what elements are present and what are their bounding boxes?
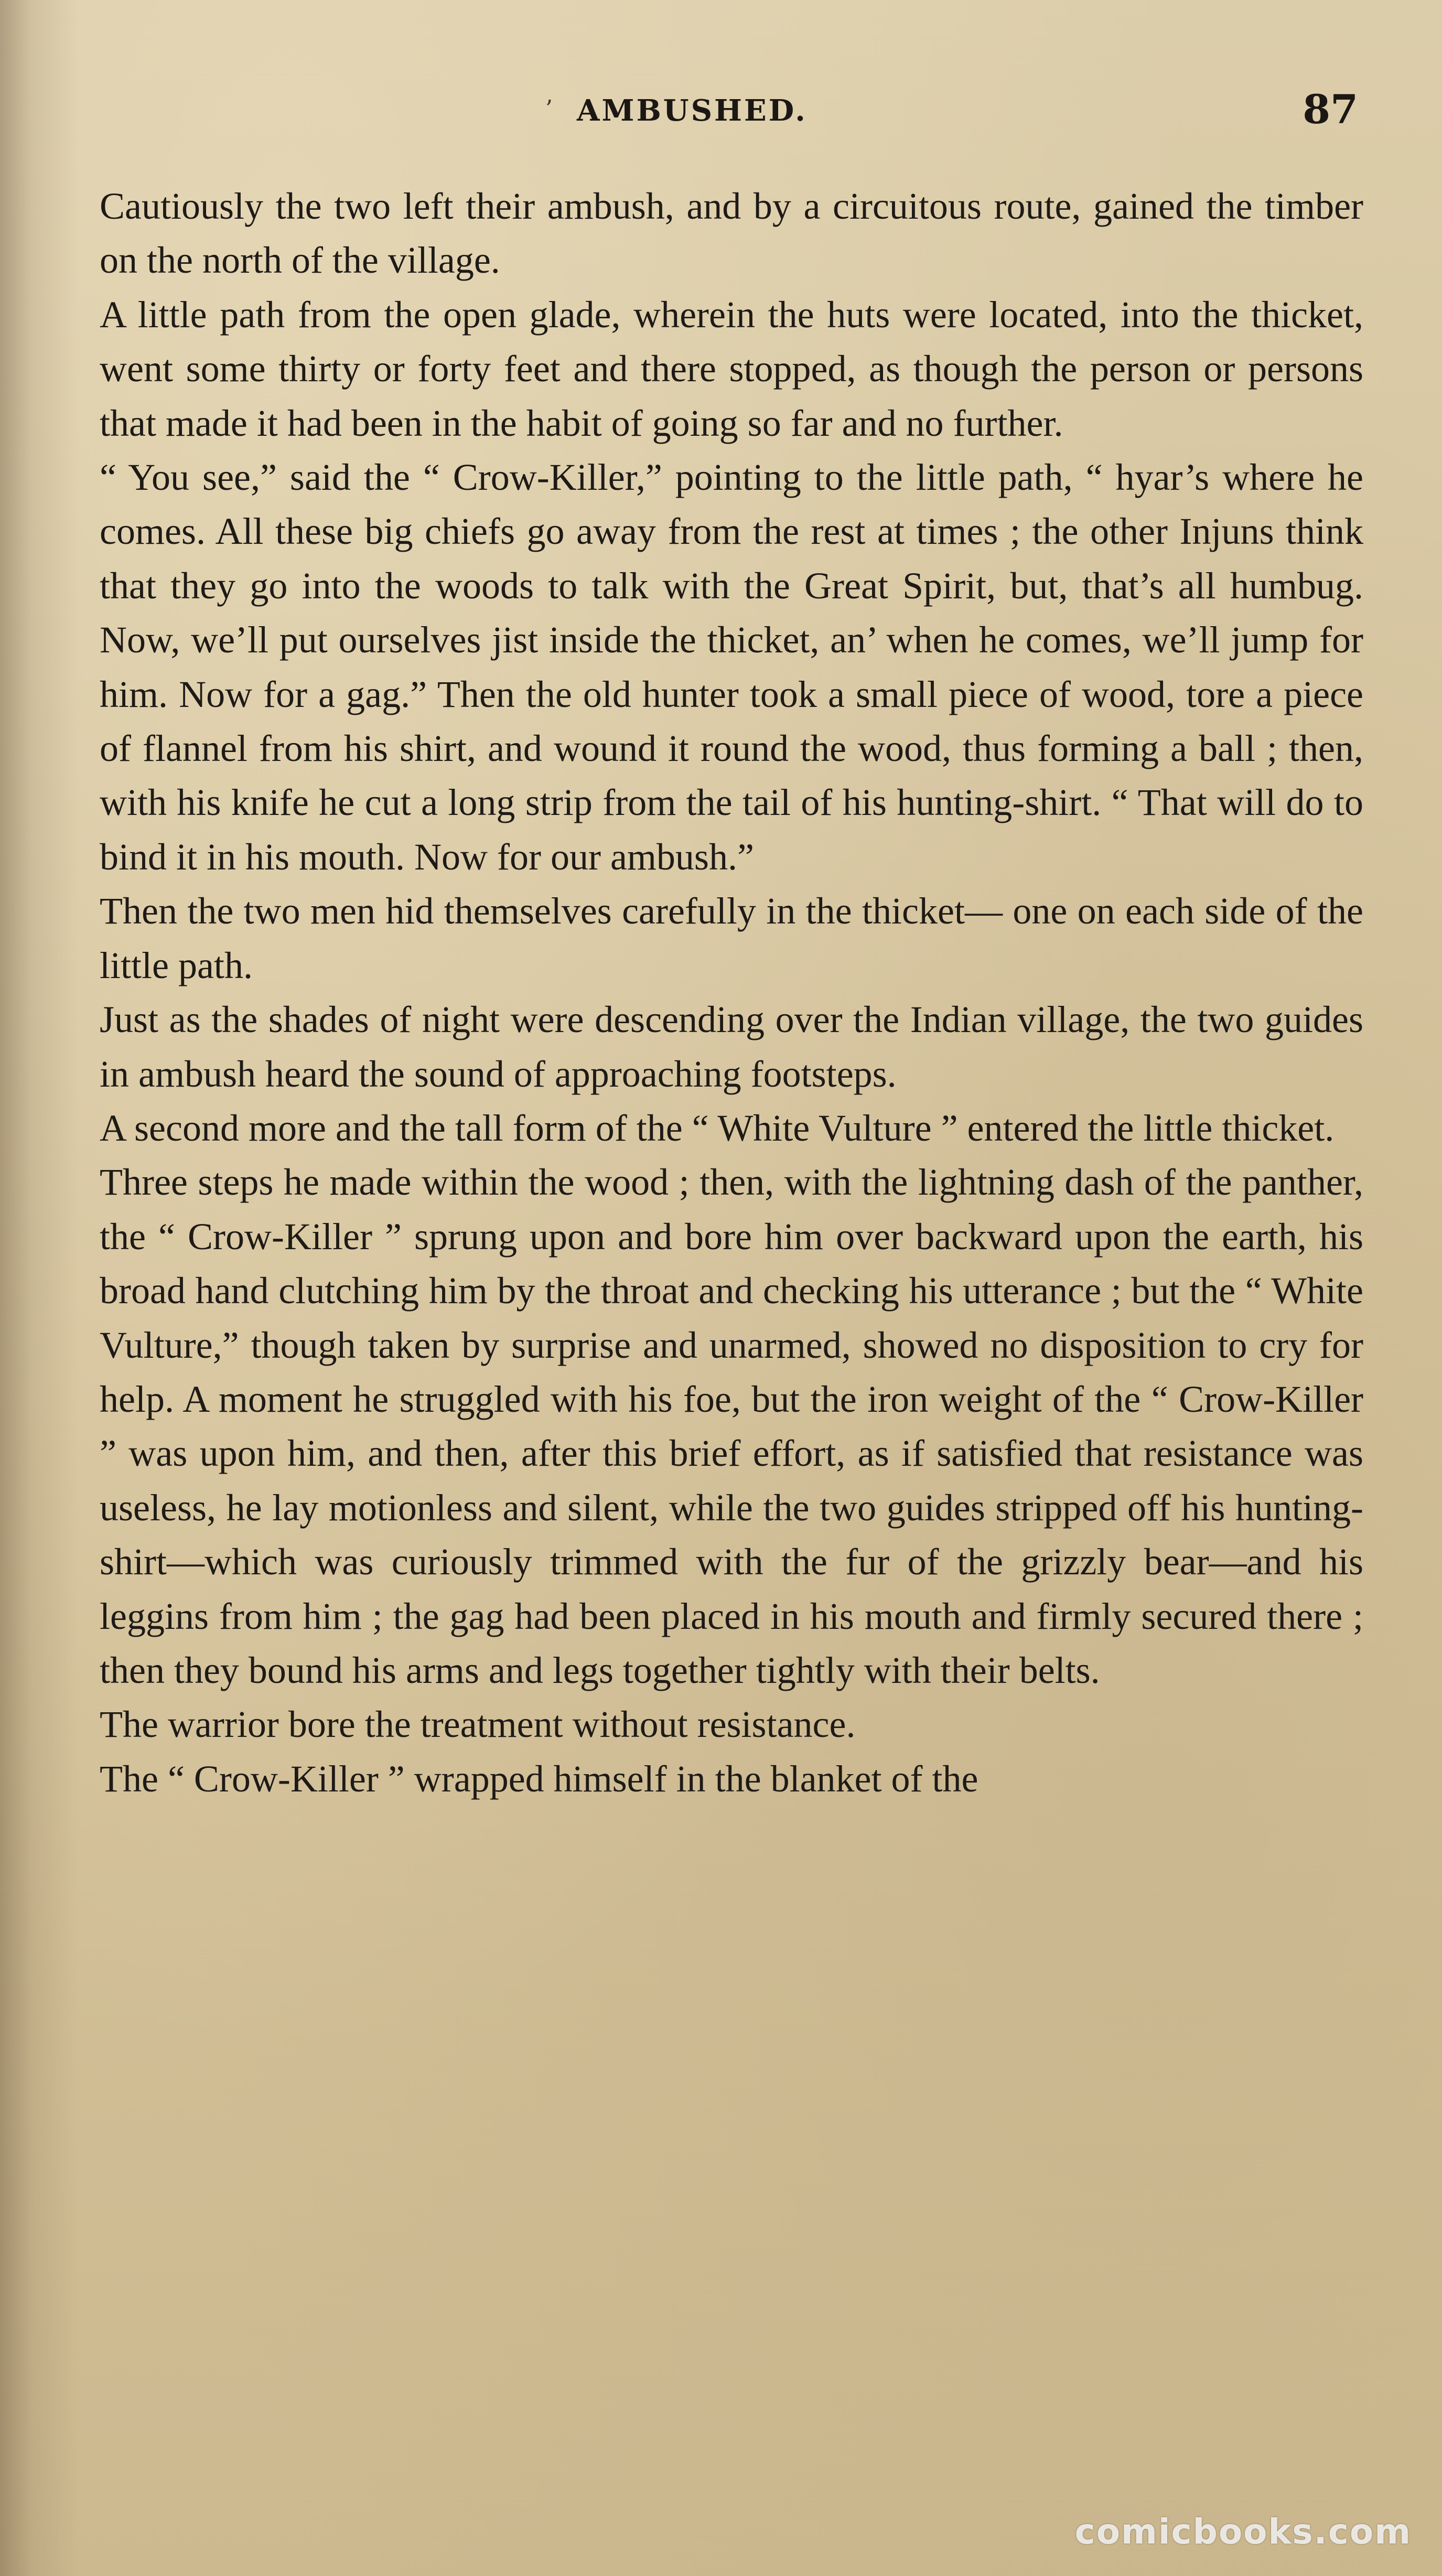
paragraph-9: The “ Crow-Killer ” wrapped himself in the blanket of the <box>100 1757 978 1800</box>
body-text <box>100 179 1363 1806</box>
site-watermark: comicbooks.com <box>1074 2511 1412 2552</box>
paragraph-5: Just as the shades of night were descending over the Indian village, the two guides in ambush heard the sound of approaching footsteps. <box>100 999 1363 1095</box>
chapter-title: AMBUSHED. <box>577 93 808 128</box>
paragraph-7: Three steps he made within the wood ; then, with the lightning dash of the panther, the “ Crow-Killer ” sprung upon and bore him over backward upon the earth, his broad hand clutching him by the throat and checking his utterance ; but the “ White Vulture,” though taken by surprise and unarmed, showed no disposition to cry for help. A moment he struggled with his foe, but the iron weight of the “ Crow-Killer ” was upon him, and then, after this brief effort, as if satisfied that resistance was useless, he lay motionless and silent, while the two guides stripped off his hunting-shirt—which was curiously trimmed with the fur of the grizzly bear—and his leggins from him ; the gag had been placed in his mouth and firmly secured there ; then they bound his arms and legs together tightly with their belts. <box>100 1161 1363 1691</box>
paragraph-1: Cautiously the two left their ambush, and by a circuitous route, gained the timber on the north of the village. <box>100 185 1363 282</box>
paragraph-2: A little path from the open glade, wherein the huts were located, into the thicket, went some thirty or forty feet and there stopped, as though the person or persons that made it had been in the habit of going so far and no further. <box>100 293 1363 444</box>
paragraph-8: The warrior bore the treatment without resistance. <box>100 1703 856 1746</box>
page-number: 87 <box>1303 86 1358 133</box>
paragraph-4: Then the two men hid themselves carefully in the thicket— one on each side of the little path. <box>100 890 1363 986</box>
paragraph-6: A second more and the tall form of the “ White Vulture ” entered the little thicket. <box>100 1107 1335 1149</box>
running-head <box>100 84 1358 136</box>
running-head-ornament: ’ <box>545 95 553 122</box>
paragraph-3: “ You see,” said the “ Crow-Killer,” pointing to the little path, “ hyar’s where he comes. All these big chiefs go away from the rest at times ; the other Injuns think that they go into the woods to talk with the Great Spirit, but, that’s all humbug. Now, we’ll put ourselves jist inside the thicket, an’ when he comes, we’ll jump for him. Now for a gag.” Then the old hunter took a small piece of wood, tore a piece of flannel from his shirt, and wound it round the wood, thus forming a ball ; then, with his knife he cut a long strip from the tail of his hunting-shirt. “ That will do to bind it in his mouth. Now for our ambush.” <box>100 456 1363 878</box>
